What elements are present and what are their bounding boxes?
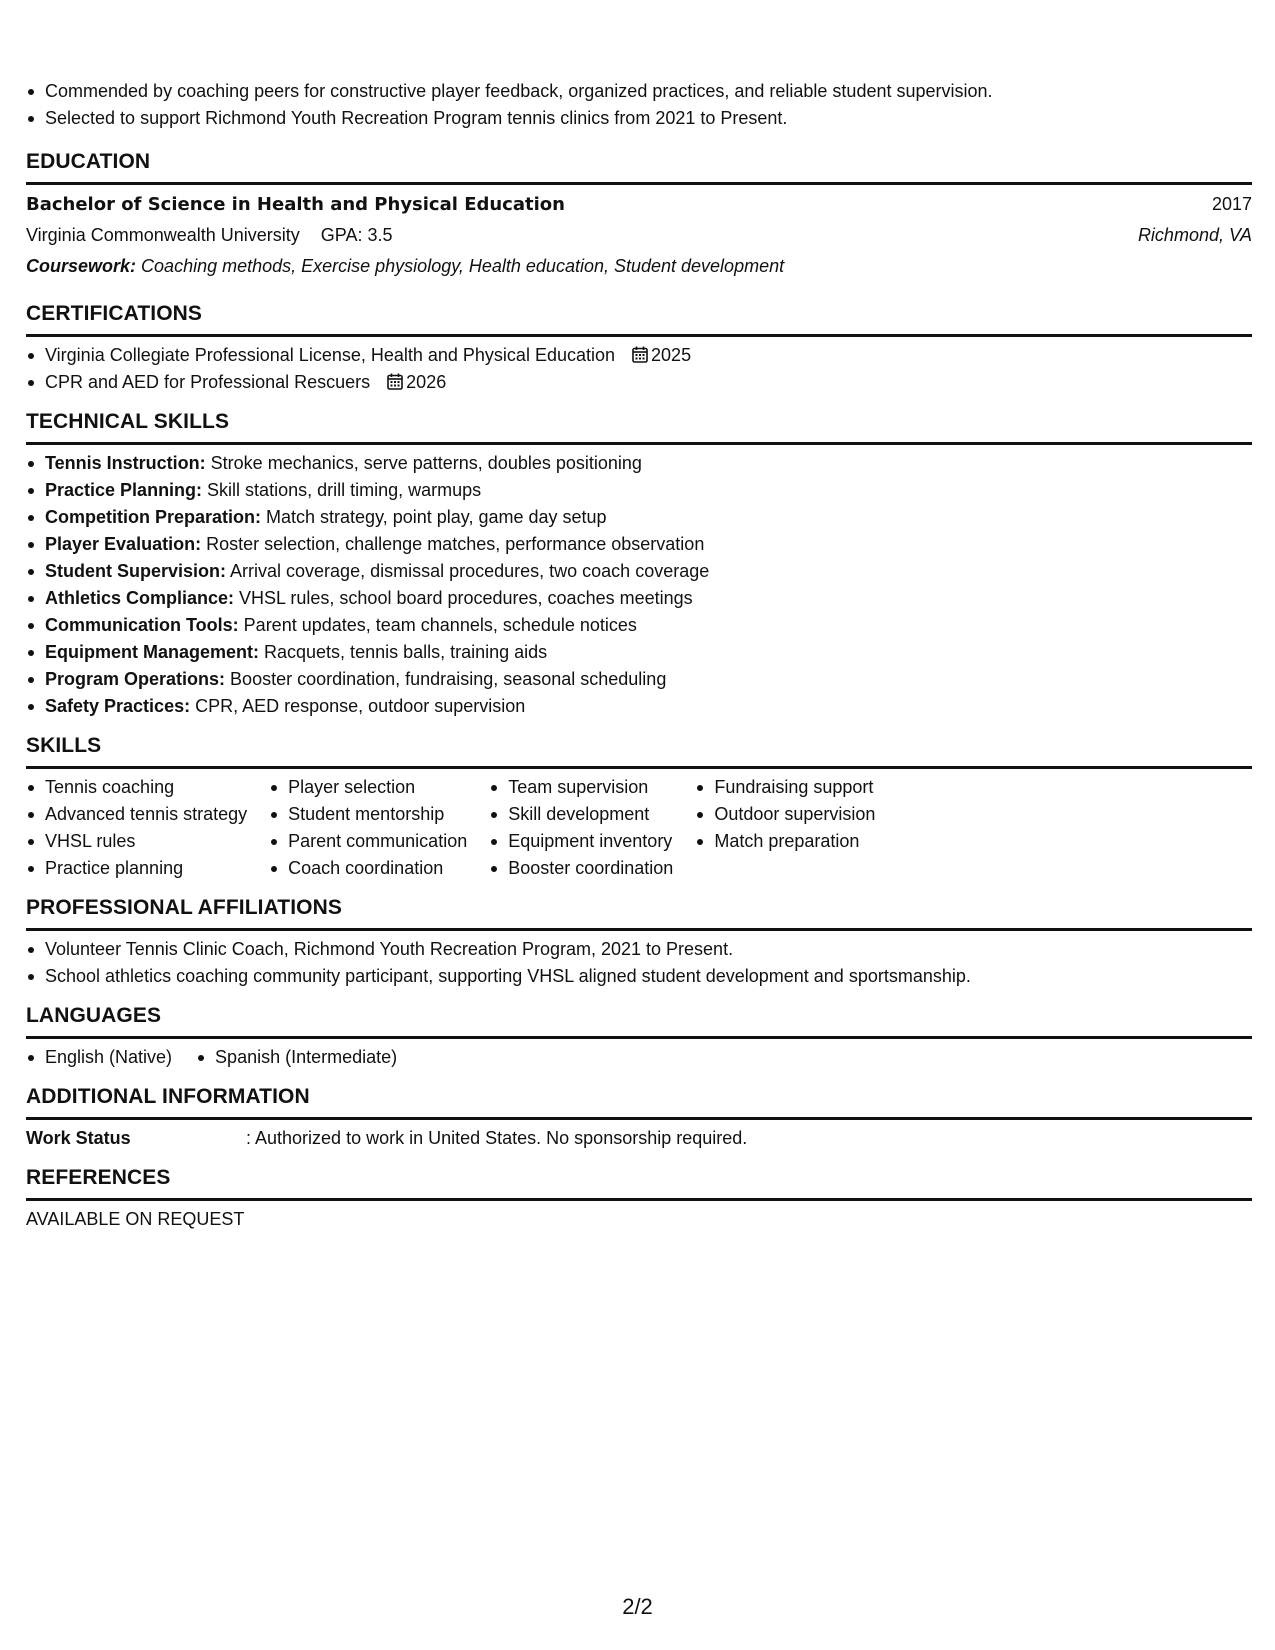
- list-item: Volunteer Tennis Clinic Coach, Richmond Youth Recreation Program, 2021 to Present.: [26, 936, 1252, 963]
- section-title-certifications: CERTIFICATIONS: [26, 302, 203, 325]
- list-item: Program Operations: Booster coordination, fundraising, seasonal scheduling: [26, 666, 1252, 693]
- graduation-year: 2017: [1211, 194, 1252, 214]
- skills-column: [695, 774, 875, 882]
- list-item: Selected to support Richmond Youth Recreation Program tennis clinics from 2021 to Present.: [26, 105, 1252, 132]
- education-degree-row: [26, 189, 1252, 220]
- list-item: Coach coordination: [269, 855, 467, 882]
- page-number: 2/2: [622, 1594, 653, 1619]
- list-item: [26, 342, 1252, 369]
- list-item: Match preparation: [695, 828, 875, 855]
- list-item: Competition Preparation: Match strategy, point play, game day setup: [26, 504, 1252, 531]
- list-item: [26, 369, 1252, 396]
- calendar-icon: [632, 346, 648, 363]
- list-item: Skill development: [489, 801, 673, 828]
- skills-column: [489, 774, 673, 882]
- coursework-text: Coaching methods, Exercise physiology, Health education, Student development: [141, 256, 785, 276]
- skills-section: [26, 732, 1252, 882]
- skills-column: [269, 774, 467, 882]
- list-item: Outdoor supervision: [695, 801, 875, 828]
- certification-year: 2025: [651, 345, 692, 365]
- resume-page: [26, 78, 1252, 1233]
- list-item: School athletics coaching community participant, supporting VHSL aligned student development and sportsmanship.: [26, 963, 1252, 990]
- section-title-education: EDUCATION: [26, 150, 151, 173]
- list-item: VHSL rules: [26, 828, 247, 855]
- certifications-section: [26, 300, 1252, 396]
- list-item: Athletics Compliance: VHSL rules, school board procedures, coaches meetings: [26, 585, 1252, 612]
- list-item: Communication Tools: Parent updates, team channels, schedule notices: [26, 612, 1252, 639]
- list-item: Equipment inventory: [489, 828, 673, 855]
- list-item: English (Native): [26, 1044, 172, 1071]
- affiliations-section: [26, 894, 1252, 990]
- education-section: [26, 148, 1252, 282]
- references-text: AVAILABLE ON REQUEST: [26, 1209, 245, 1229]
- divider: [26, 1117, 1252, 1120]
- work-status-row: [26, 1125, 1252, 1152]
- section-title-technical-skills: TECHNICAL SKILLS: [26, 410, 230, 433]
- divider: [26, 334, 1252, 337]
- list-item: Player selection: [269, 774, 467, 801]
- list-item: Team supervision: [489, 774, 673, 801]
- languages-section: [26, 1002, 1252, 1071]
- divider: [26, 442, 1252, 445]
- certification-name: Virginia Collegiate Professional License, Health and Physical Education: [45, 345, 616, 365]
- list-item: Spanish (Intermediate): [196, 1044, 397, 1071]
- divider: [26, 182, 1252, 185]
- list-item: Practice planning: [26, 855, 247, 882]
- list-item: Student Supervision: Arrival coverage, dismissal procedures, two coach coverage: [26, 558, 1252, 585]
- skills-grid: [26, 774, 1252, 882]
- list-item: Equipment Management: Racquets, tennis balls, training aids: [26, 639, 1252, 666]
- list-item: Player Evaluation: Roster selection, challenge matches, performance observation: [26, 531, 1252, 558]
- additional-info-section: [26, 1083, 1252, 1152]
- section-title-additional: ADDITIONAL INFORMATION: [26, 1085, 310, 1108]
- divider: [26, 1198, 1252, 1201]
- certifications-list: [26, 342, 1252, 396]
- coursework-row: [26, 251, 1252, 282]
- list-item: Commended by coaching peers for constructive player feedback, organized practices, and reliable student supervision.: [26, 78, 1252, 105]
- list-item: Student mentorship: [269, 801, 467, 828]
- list-item: Safety Practices: CPR, AED response, outdoor supervision: [26, 693, 1252, 720]
- technical-skills-list: [26, 450, 1252, 720]
- divider: [26, 766, 1252, 769]
- certification-name: CPR and AED for Professional Rescuers: [45, 372, 371, 392]
- technical-skills-section: [26, 408, 1252, 720]
- experience-bullets: [26, 78, 1252, 132]
- list-item: Tennis Instruction: Stroke mechanics, serve patterns, doubles positioning: [26, 450, 1252, 477]
- education-school-row: [26, 220, 1252, 251]
- certification-year: 2026: [406, 372, 447, 392]
- section-title-languages: LANGUAGES: [26, 1004, 162, 1027]
- section-title-affiliations: PROFESSIONAL AFFILIATIONS: [26, 896, 342, 919]
- gpa: GPA: 3.5: [320, 225, 393, 245]
- languages-list: [26, 1044, 1252, 1071]
- degree-name: Bachelor of Science in Health and Physical Education: [26, 194, 565, 215]
- affiliations-list: [26, 936, 1252, 990]
- list-item: Parent communication: [269, 828, 467, 855]
- divider: [26, 1036, 1252, 1039]
- work-status-value: : Authorized to work in United States. No sponsorship required.: [246, 1128, 748, 1148]
- school-name: Virginia Commonwealth University: [26, 225, 300, 245]
- coursework-label: Coursework:: [26, 256, 137, 276]
- work-status-label: Work Status: [26, 1128, 131, 1148]
- section-title-references: REFERENCES: [26, 1166, 171, 1189]
- list-item: Advanced tennis strategy: [26, 801, 247, 828]
- list-item: Tennis coaching: [26, 774, 247, 801]
- section-title-skills: SKILLS: [26, 734, 102, 757]
- list-item: Booster coordination: [489, 855, 673, 882]
- list-item: Practice Planning: Skill stations, drill timing, warmups: [26, 477, 1252, 504]
- divider: [26, 928, 1252, 931]
- list-item: Fundraising support: [695, 774, 875, 801]
- skills-column: [26, 774, 247, 882]
- school-location: Richmond, VA: [1137, 225, 1252, 245]
- references-section: [26, 1164, 1252, 1233]
- calendar-icon: [387, 373, 403, 390]
